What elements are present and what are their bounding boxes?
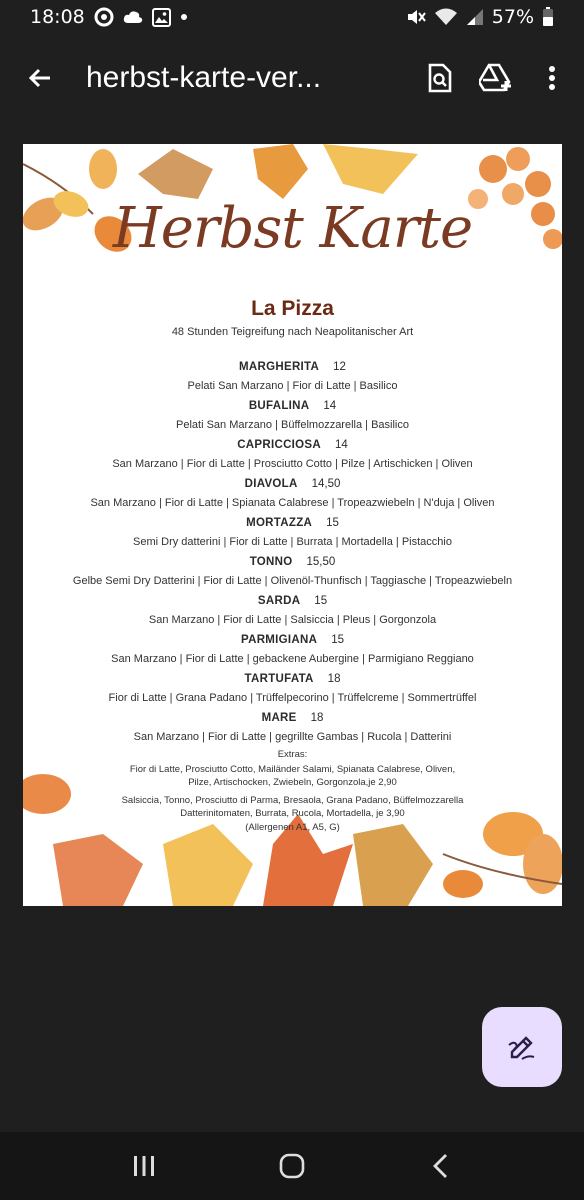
menu-item-price: 15,50 xyxy=(306,556,336,568)
nav-back-icon xyxy=(430,1152,450,1180)
menu-item-description: Gelbe Semi Dry Datterini | Fior di Latte | Olivenöl-Thunfisch | Taggiasche | Tropeazwiebeln xyxy=(72,575,513,587)
menu-item-price: 15 xyxy=(326,517,339,529)
menu-item-name: BUFALINA xyxy=(248,400,310,412)
extras-section xyxy=(23,748,562,834)
section-title: La Pizza xyxy=(251,297,334,320)
more-vert-icon xyxy=(548,65,556,91)
drive-add-icon xyxy=(479,63,513,93)
extras-title: Extras: xyxy=(277,749,308,760)
circle-notification-icon xyxy=(94,7,114,27)
menu-item xyxy=(23,709,562,748)
menu-item-price: 18 xyxy=(310,712,324,724)
menu-item-description: Fior di Latte | Grana Padano | Trüffelpecorino | Trüffelcreme | Sommertrüffel xyxy=(108,692,477,704)
home-button[interactable] xyxy=(262,1136,322,1196)
edit-pen-icon xyxy=(506,1031,538,1063)
menu-item xyxy=(23,514,562,553)
menu-item xyxy=(23,397,562,436)
dot-icon xyxy=(180,13,188,21)
menu-item-name: SARDA xyxy=(257,595,301,607)
nav-back-button[interactable] xyxy=(410,1136,470,1196)
more-options-button[interactable] xyxy=(528,54,576,102)
menu-item-description: San Marzano | Fior di Latte | Spianata Calabrese | Tropeazwiebeln | N'duja | Oliven xyxy=(90,497,495,509)
menu-item-description: San Marzano | Fior di Latte | Salsiccia | Pleus | Gorgonzola xyxy=(148,614,437,626)
cloud-icon xyxy=(123,9,143,25)
menu-item-name: MARGHERITA xyxy=(239,361,320,373)
menu-item-description: Pelati San Marzano | Fior di Latte | Basilico xyxy=(187,380,398,392)
battery-icon xyxy=(542,7,554,27)
home-icon xyxy=(278,1152,306,1180)
status-bar xyxy=(0,0,584,34)
extras-line: Datterinitomaten, Burrata, Rucola, Mortadella, je 3,90 xyxy=(180,808,405,819)
menu-item-price: 14 xyxy=(335,439,348,451)
menu-item xyxy=(23,358,562,397)
menu-item-name: CAPRICCIOSA xyxy=(237,439,321,451)
back-button[interactable] xyxy=(16,54,64,102)
menu-item-price: 12 xyxy=(333,361,346,373)
section-subtitle: 48 Stunden Teigreifung nach Neapolitanischer Art xyxy=(171,326,414,338)
status-time: 18:08 xyxy=(30,6,85,28)
menu-item xyxy=(23,670,562,709)
document-page[interactable] xyxy=(23,144,562,906)
menu-item-price: 14 xyxy=(323,400,337,412)
menu-item-price: 18 xyxy=(327,673,341,685)
menu-item-price: 15 xyxy=(314,595,328,607)
signal-icon xyxy=(466,8,484,26)
menu-item-name: MORTAZZA xyxy=(246,517,313,529)
menu-item xyxy=(23,436,562,475)
system-navigation-bar xyxy=(0,1132,584,1200)
recents-button[interactable] xyxy=(114,1136,174,1196)
menu-item xyxy=(23,592,562,631)
menu-item-description: Semi Dry datterini | Fior di Latte | Burrata | Mortadella | Pistacchio xyxy=(133,536,452,548)
document-search-icon xyxy=(426,63,454,93)
extras-line: Pilze, Artischocken, Zwiebeln, Gorgonzola,je 2,90 xyxy=(188,777,397,788)
document-title: herbst-karte-ver... xyxy=(86,61,322,94)
edit-fab-button[interactable] xyxy=(482,1007,562,1087)
menu-item-name: MARE xyxy=(261,712,297,724)
menu-item-description: San Marzano | Fior di Latte | gebackene Aubergine | Parmigiano Reggiano xyxy=(111,653,474,665)
menu-item-description: San Marzano | Fior di Latte | gegrillte Gambas | Rucola | Datterini xyxy=(133,731,452,743)
menu-item-name: TONNO xyxy=(249,556,293,568)
menu-item-price: 14,50 xyxy=(311,478,341,490)
mute-icon xyxy=(406,7,426,27)
menu-item xyxy=(23,631,562,670)
extras-line: Salsiccia, Tonno, Prosciutto di Parma, Bresaola, Grana Padano, Büffelmozzarella xyxy=(121,794,464,806)
menu-item xyxy=(23,475,562,514)
menu-item-name: DIAVOLA xyxy=(244,478,298,490)
menu-item-description: Pelati San Marzano | Büffelmozzarella | Basilico xyxy=(176,419,409,431)
wifi-icon xyxy=(434,7,458,27)
recents-icon xyxy=(131,1153,157,1179)
gallery-icon xyxy=(152,8,171,27)
extras-line: Fior di Latte, Prosciutto Cotto, Mailänder Salami, Spianata Calabrese, Oliven, xyxy=(129,763,456,775)
menu-item-description: San Marzano | Fior di Latte | Prosciutto Cotto | Pilze | Artischicken | Oliven xyxy=(112,458,473,470)
battery-percentage: 57% xyxy=(491,6,534,28)
menu-item-name: TARTUFATA xyxy=(244,673,314,685)
pizza-list xyxy=(23,358,562,748)
app-bar xyxy=(0,40,584,116)
menu-item-price: 15 xyxy=(331,634,345,646)
allergens-note: (Allergenen A1, A5, G) xyxy=(245,821,340,833)
menu-item-name: PARMIGIANA xyxy=(240,634,318,646)
menu-item xyxy=(23,553,562,592)
arrow-left-icon xyxy=(26,64,54,92)
search-in-document-button[interactable] xyxy=(416,54,464,102)
menu-script-title: Herbst Karte xyxy=(112,196,473,261)
add-to-drive-button[interactable] xyxy=(472,54,520,102)
